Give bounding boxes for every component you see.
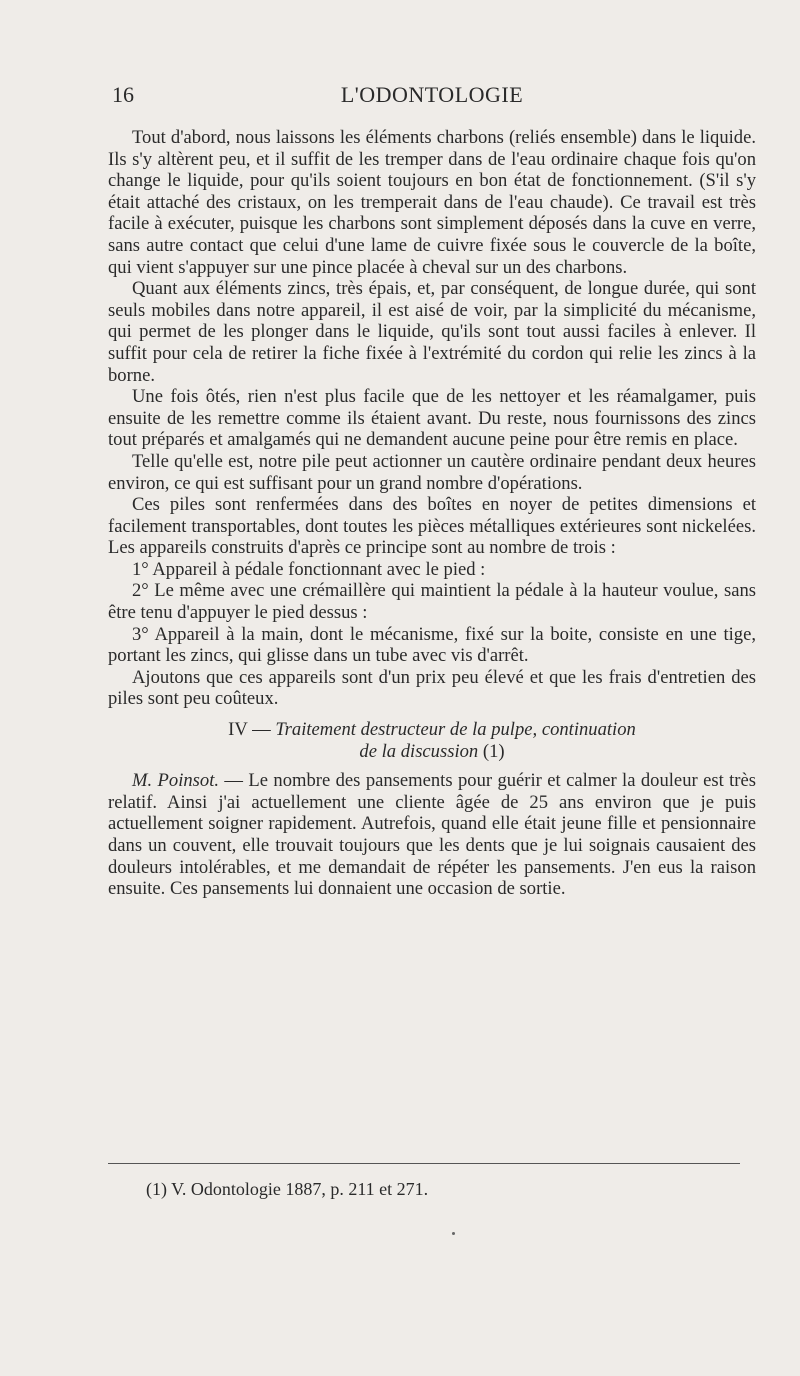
- footnote-ref: (1): [482, 740, 505, 762]
- page-header: [108, 82, 756, 112]
- section-label: IV —: [228, 719, 271, 741]
- paragraph-cautere: Telle qu'elle est, notre pile peut actionner un cautère ordinaire pendant deux heures environ, ce qui est suffisant pour un grand nombre d'opérations.: [108, 450, 756, 494]
- list-item-2: 2° Le même avec une crémaillère qui maintient la pédale à la hauteur voulue, sans être tenu d'appuyer le pied dessus :: [108, 580, 756, 624]
- speaker-name: M. Poinsot.: [132, 770, 220, 792]
- footnote: (1) V. Odontologie 1887, p. 211 et 271.: [146, 1179, 429, 1199]
- page-number: 16: [112, 82, 134, 107]
- section-heading: [108, 719, 756, 762]
- footnote-divider: [108, 1163, 740, 1164]
- discussion-paragraph: [108, 770, 756, 900]
- paragraph-prix: Ajoutons que ces appareils sont d'un prix peu élevé et que les frais d'entretien des piles sont peu coûteux.: [108, 666, 756, 710]
- paragraph-boites: Ces piles sont renfermées dans des boîtes en noyer de petites dimensions et facilement transportables, dont toutes les pièces métalliques extérieures sont nickelées. Les appareils construits d'après ce principe sont au nombre de trois :: [108, 494, 756, 559]
- list-item-1: 1° Appareil à pédale fonctionnant avec le pied :: [132, 558, 486, 580]
- section-title-line2: de la discussion: [359, 740, 479, 762]
- paragraph-zincs: Quant aux éléments zincs, très épais, et, par conséquent, de longue durée, qui sont seuls mobiles dans notre appareil, il est aisé de voir, par la simplicité du mécanisme, qui permet de les plonger dans le liquide, qu'ils sont tout aussi faciles à enlever. Il suffit pour cela de retirer la fiche fixée à l'extrémité du cordon qui relie les zincs à la borne.: [108, 278, 756, 386]
- ink-speck: [452, 1232, 455, 1235]
- list-item-3: 3° Appareil à la main, dont le mécanisme, fixé sur la boite, consiste en une tige, portant les zincs, qui glisse dans un tube avec vis d'arrêt.: [108, 623, 756, 667]
- discussion-text: — Le nombre des pansements pour guérir et calmer la douleur est très relatif. Ainsi j'ai actuellement une cliente âgée de 25 ans environ que je puis actuellement soigner rapidement. Autrefois, quand elle était jeune fille et pensionnaire dans un couvent, elle trouvait toujours que les dents que je lui soignais causaient des douleurs intolérables, et me demandait de répéter les pansements. J'en eus la raison ensuite. Ces pansements lui donnaient une occasion de sortie.: [108, 770, 756, 900]
- paragraph-nettoyage: Une fois ôtés, rien n'est plus facile que de les nettoyer et les réamalgamer, puis ensuite de les remettre comme ils étaient avant. Du reste, nous fournissons des zincs tout préparés et amalgamés qui ne demandent aucune peine pour être remis en place.: [108, 386, 756, 451]
- section-title-line1: Traitement destructeur de la pulpe, continuation: [275, 719, 636, 741]
- body-text: [108, 127, 756, 900]
- running-title: L'ODONTOLOGIE: [340, 82, 524, 107]
- paragraph-charbons: Tout d'abord, nous laissons les éléments charbons (reliés ensemble) dans le liquide. Ils s'y altèrent peu, et il suffit de les tremper dans de l'eau ordinaire chaque fois qu'on change le liquide, pour qu'ils soient toujours en bon état de fonctionnement. (S'il s'y était attaché des cristaux, on les tremperait dans de l'eau chaude). Ce travail est très facile à exécuter, puisque les charbons sont simplement déposés dans la cuve en verre, sans autre contact que celui d'une lame de cuivre fixée sous le couvercle de la boîte, qui vient s'appuyer sur une pince placée à cheval sur un des charbons.: [108, 127, 756, 278]
